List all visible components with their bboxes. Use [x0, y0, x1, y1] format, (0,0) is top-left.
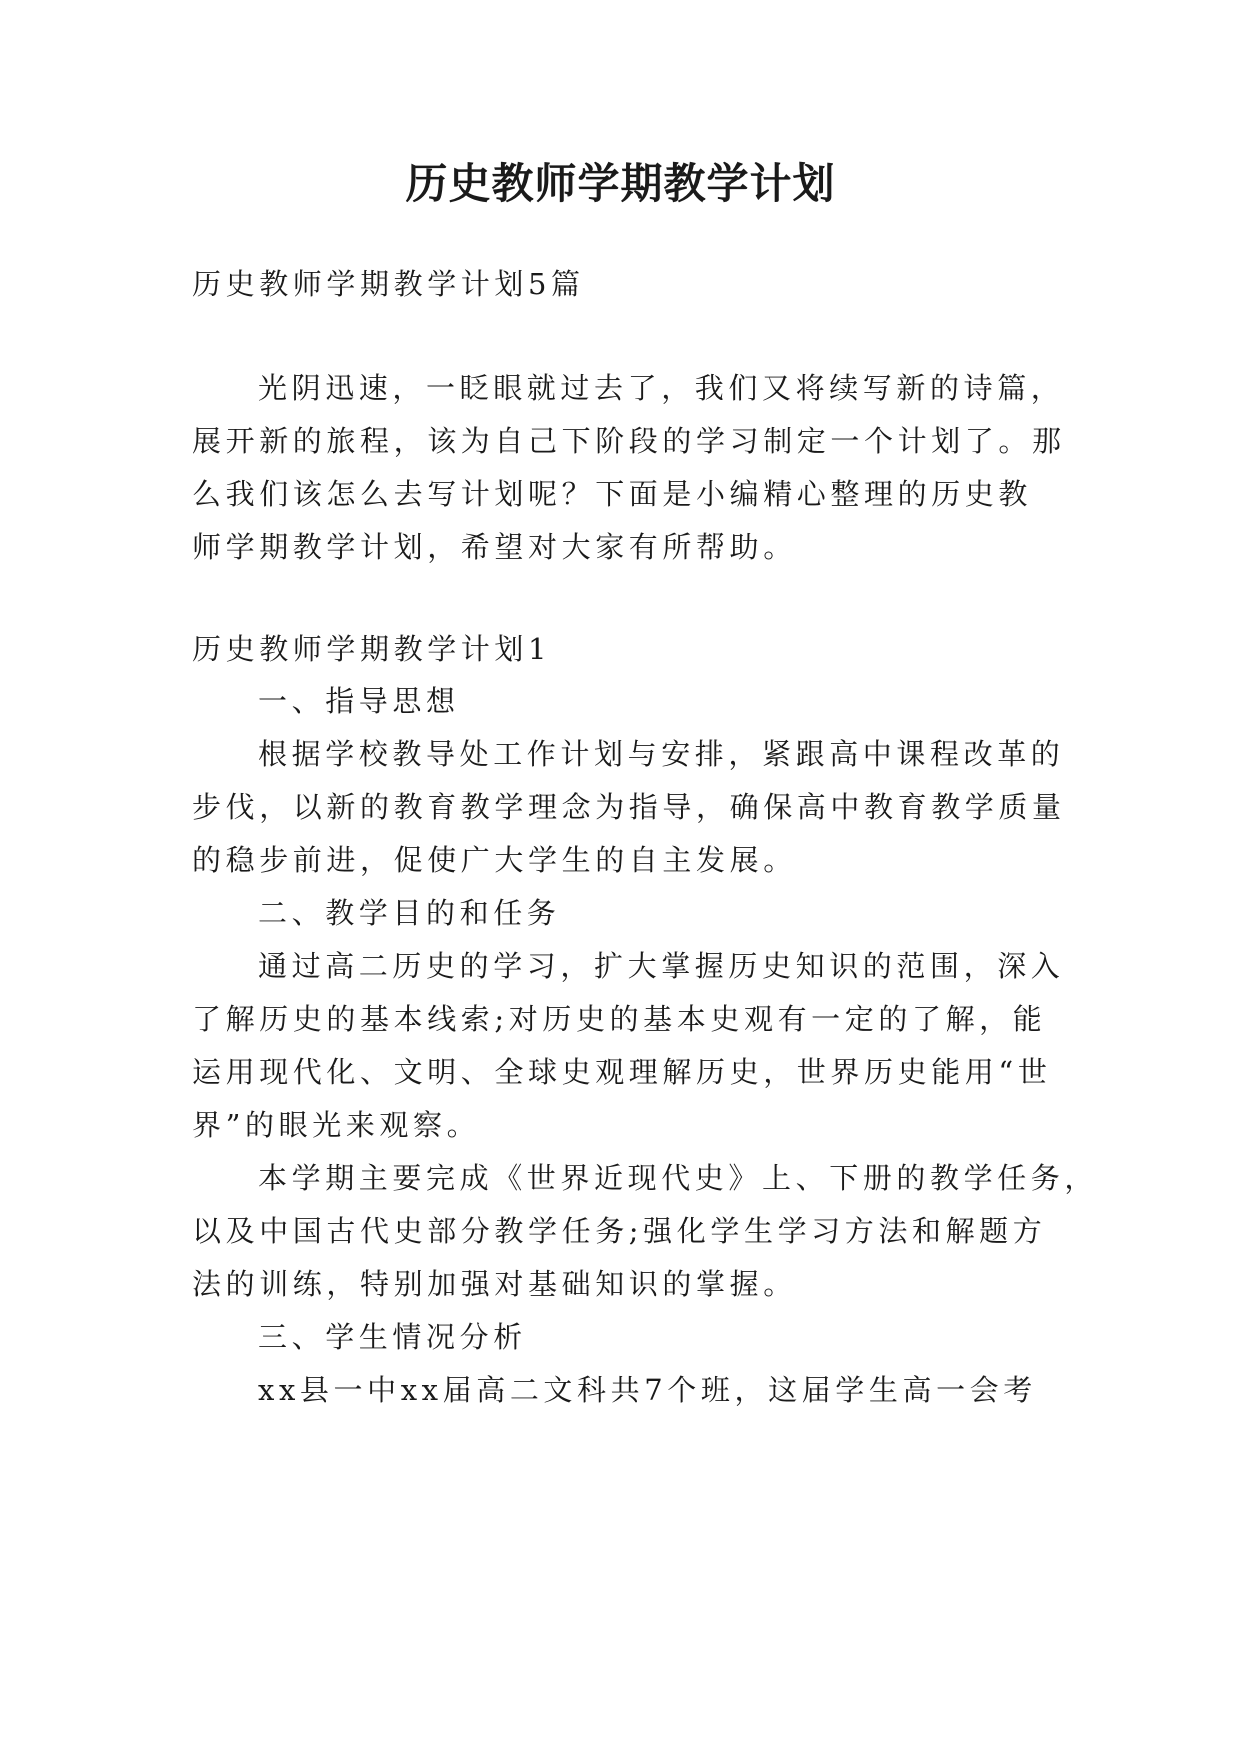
intro-line-2: 展开新的旅程，该为自己下阶段的学习制定一个计划了。那	[192, 424, 1066, 458]
part1-line-1: 根据学校教导处工作计划与安排，紧跟高中课程改革的	[258, 737, 1065, 771]
part2-heading: 二、教学目的和任务	[258, 896, 561, 930]
intro-line-1: 光阴迅速，一眨眼就过去了，我们又将续写新的诗篇，	[258, 371, 1065, 405]
document-subtitle: 历史教师学期教学计划5篇	[192, 267, 585, 301]
part2-line-3: 运用现代化、文明、全球史观理解历史，世界历史能用“世	[192, 1055, 1052, 1089]
part1-line-2: 步伐，以新的教育教学理念为指导，确保高中教育教学质量	[192, 790, 1066, 824]
part2-line-1: 通过高二历史的学习，扩大掌握历史知识的范围，深入	[258, 949, 1065, 983]
part1-heading: 一、指导思想	[258, 684, 460, 718]
section-heading: 历史教师学期教学计划1	[192, 632, 552, 666]
part2b-line-2: 以及中国古代史部分教学任务;强化学生学习方法和解题方	[192, 1214, 1047, 1248]
part2b-line-3: 法的训练，特别加强对基础知识的掌握。	[192, 1267, 797, 1301]
part2b-line-1: 本学期主要完成《世界近现代史》上、下册的教学任务，	[258, 1161, 1099, 1195]
part2-line-2: 了解历史的基本线索;对历史的基本史观有一定的了解，能	[192, 1002, 1047, 1036]
intro-line-4: 师学期教学计划，希望对大家有所帮助。	[192, 530, 797, 564]
part3-line-1: xx县一中xx届高二文科共7个班，这届学生高一会考	[258, 1373, 1037, 1407]
part3-heading: 三、学生情况分析	[258, 1320, 527, 1354]
document-title: 历史教师学期教学计划	[405, 159, 836, 208]
intro-line-3: 么我们该怎么去写计划呢？下面是小编精心整理的历史教	[192, 477, 1033, 511]
part1-line-3: 的稳步前进，促使广大学生的自主发展。	[192, 843, 797, 877]
part2-line-4: 界”的眼光来观察。	[192, 1108, 481, 1142]
